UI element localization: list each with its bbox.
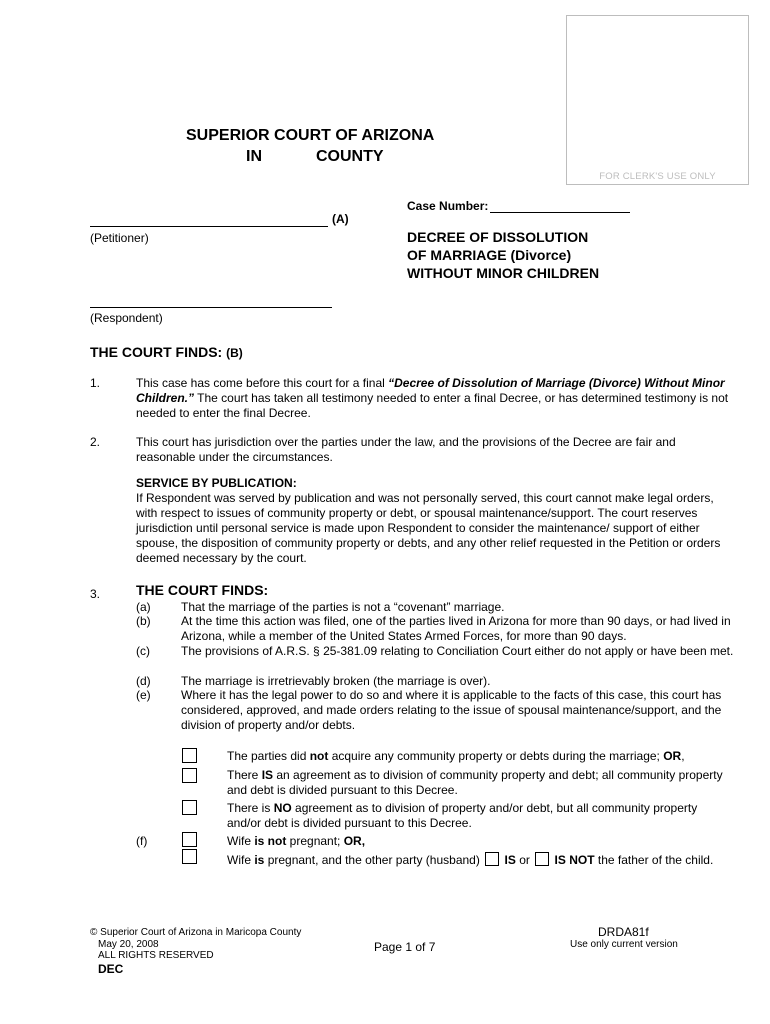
petitioner-marker: (A) [332,212,349,226]
option-agreement: There IS an agreement as to division of community property and debt; all community property and debt is divided pursuant to this Decree. [180,768,730,798]
clerk-use-label: FOR CLERK'S USE ONLY [599,171,716,182]
finding-a: (a) That the marriage of the parties is not a “covenant” marriage. [136,600,505,614]
court-county: COUNTY [316,148,384,165]
form-id: DRDA81f [598,925,649,939]
footer-code: DEC [98,961,124,976]
service-text: If Respondent was served by publication and was not personally served, this court cannot make legal orders, with respect to issues of community property or debt, or spousal maintenance/support. The court reserves jurisdiction until personal service is made upon Respondent to consider the maintenance/ support of either spouse, the disposition of community property or debts, and any other relief requested in the Petition or orders deemed necessary by the court. [136,491,721,565]
wife-pregnant-checkbox[interactable] [182,849,197,864]
no-agreement-checkbox[interactable] [182,800,197,815]
footer-date: May 20, 2008 [98,938,159,950]
court-finds-text: THE COURT FINDS: [90,344,223,360]
title-line-2: OF MARRIAGE (Divorce) [407,247,572,263]
page-number: Page 1 of 7 [374,940,436,954]
footer-rights: ALL RIGHTS RESERVED [98,950,214,961]
option-wife-pregnant: Wife is pregnant, and the other party (husband) IS or IS NOT the father of the child. [180,852,730,868]
finding-d: (d) The marriage is irretrievably broken (the marriage is over). [136,674,491,688]
petitioner-name-field[interactable] [90,212,328,227]
wife-not-pregnant-checkbox[interactable] [182,832,197,847]
no-property-checkbox[interactable] [182,748,197,763]
case-number-label: Case Number: [407,199,489,213]
footer-left [90,927,301,975]
decree-title-emphasis: “Decree of Dissolution of Marriage (Divorce) Without Minor Children.” [136,376,725,405]
title-line-3: WITHOUT MINOR CHILDREN [407,265,600,281]
paragraph-1-number: 1. [90,376,101,390]
petitioner-label: (Petitioner) [90,231,149,245]
paragraph-3-number: 3. [90,587,101,601]
version-note: Use only current version [570,939,678,950]
option-no-agreement: There is NO agreement as to division of property and/or debt, but all community property and/or debt is divided pursuant to this Decree. [180,801,730,831]
clerk-use-box [566,15,749,185]
document-title [407,228,599,282]
respondent-name-field[interactable] [90,297,332,308]
respondent-label: (Respondent) [90,311,163,325]
finding-f-letter: (f) [136,834,148,848]
court-name: SUPERIOR COURT OF ARIZONA [186,127,435,144]
husband-is-father-checkbox[interactable] [485,852,499,866]
option-no-community-property: The parties did not acquire any community property or debts during the marriage; OR, [180,749,730,764]
service-by-publication [136,476,728,566]
finding-b: (b) At the time this action was filed, one of the parties lived in Arizona for more than 90 days, or had lived in Arizona, while a member of the United States Armed Forces, for more than 90 days. [136,614,731,643]
court-heading [186,127,466,166]
court-in: IN [246,148,262,165]
finding-c: (c) The provisions of A.R.S. § 25-381.09 relating to Conciliation Court either do not apply or have been met. [136,644,734,658]
court-finds-marker: (B) [226,346,243,360]
footer-copyright: © Superior Court of Arizona in Maricopa County [90,927,302,938]
court-finds-heading [90,344,243,360]
agreement-checkbox[interactable] [182,768,197,783]
title-line-1: DECREE OF DISSOLUTION [407,229,589,245]
paragraph-2-number: 2. [90,435,101,449]
finding-e: (e) Where it has the legal power to do so and where it is applicable to the facts of this case, this court has considered, approved, and made orders relating to the issue of spousal maintenance/support, and the division of property and/or debts. [136,688,722,732]
service-heading: SERVICE BY PUBLICATION: [136,476,297,490]
paragraph-3-heading: THE COURT FINDS: [136,582,269,598]
paragraph-1: 1. This case has come before this court for a final “Decree of Dissolution of Marriage (Divorce) Without Minor Children.” The court has taken all testimony needed to enter a final Decree, or has determined testimony is not needed to enter the final Decree. [90,376,729,420]
case-number-field[interactable] [490,199,630,213]
husband-is-not-father-checkbox[interactable] [535,852,549,866]
case-number [407,199,630,213]
option-wife-not-pregnant: Wife is not pregnant; OR, [180,834,730,849]
paragraph-2: 2. This court has jurisdiction over the parties under the law, and the provisions of the Decree are fair and reasonable under the circumstances. [90,435,676,464]
